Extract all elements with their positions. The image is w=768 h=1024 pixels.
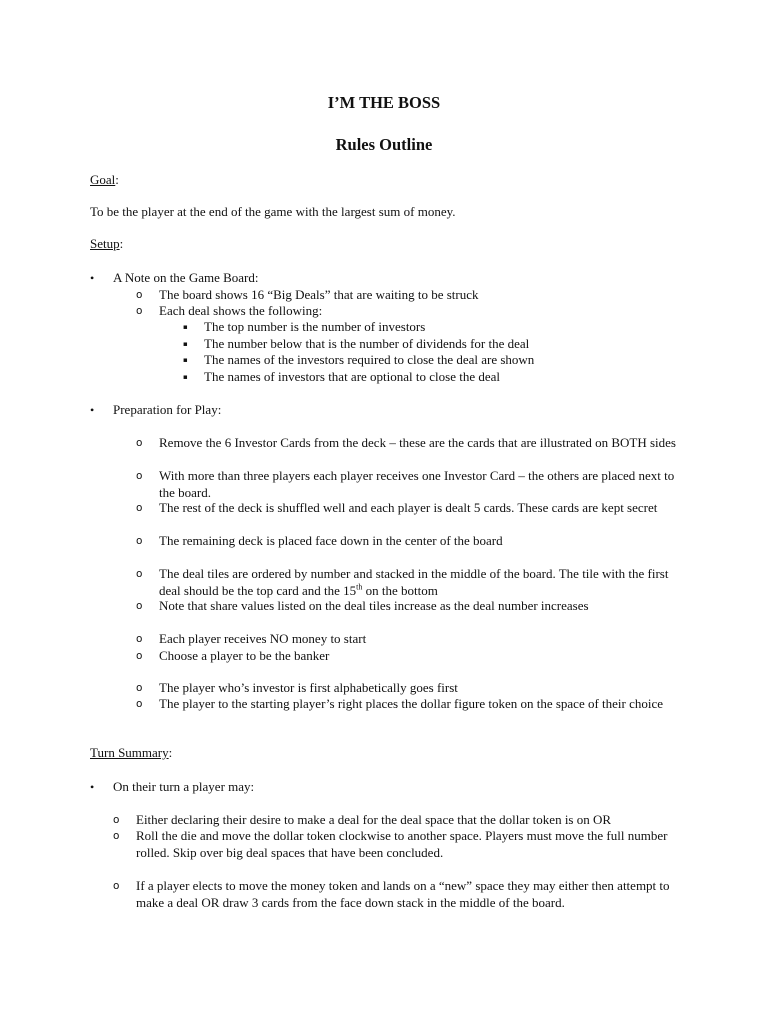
bullet-icon: • <box>90 780 95 794</box>
circle-bullet-icon: o <box>113 880 120 892</box>
square-bullet-icon: ▪ <box>183 323 188 331</box>
document-subtitle: Rules Outline <box>335 135 433 154</box>
superscript-th: th <box>356 582 363 592</box>
goal-heading <box>90 172 688 189</box>
setup-heading-colon: : <box>119 236 124 251</box>
list-item <box>159 566 688 599</box>
bullet-icon: • <box>90 403 95 417</box>
bullet-icon: • <box>90 271 95 285</box>
circle-bullet-icon: o <box>136 535 143 547</box>
square-bullet-icon: ▪ <box>183 356 188 364</box>
list-item: The rest of the deck is shuffled well and each player is dealt 5 cards. These cards are kept secret <box>159 500 658 515</box>
preparation-label: Preparation for Play: <box>113 402 222 417</box>
list-item: Roll the die and move the dollar token clockwise to another space. Players must move the full number rolled. Skip over big deal spaces that have been concluded. <box>136 828 668 860</box>
list-item: The player who’s investor is first alphabetically goes first <box>159 680 458 695</box>
circle-bullet-icon: o <box>136 470 143 482</box>
square-bullet-icon: ▪ <box>183 340 188 348</box>
list-item: The names of investors that are optional to close the deal <box>204 369 501 384</box>
list-item: The player to the starting player’s right places the dollar figure token on the space of their choice <box>159 696 664 711</box>
list-item: Note that share values listed on the deal tiles increase as the deal number increases <box>159 598 589 613</box>
list-item: Each deal shows the following: <box>159 303 323 318</box>
deal-tiles-tail: on the bottom <box>362 582 438 598</box>
goal-text: To be the player at the end of the game with the largest sum of money. <box>90 204 456 219</box>
circle-bullet-icon: o <box>136 568 143 580</box>
list-item: The number below that is the number of dividends for the deal <box>204 336 530 351</box>
list-item: The top number is the number of investors <box>204 319 426 334</box>
list-item: Either declaring their desire to make a deal for the deal space that the dollar token is on OR <box>136 812 612 827</box>
circle-bullet-icon: o <box>113 830 120 842</box>
setup-heading-label: Setup <box>90 236 120 251</box>
list-item: Choose a player to be the banker <box>159 648 330 663</box>
game-board-label: A Note on the Game Board: <box>113 270 259 285</box>
list-item: If a player elects to move the money token and lands on a “new” space they may either then attempt to make a deal OR draw 3 cards from the face down stack in the middle of the board. <box>136 878 670 910</box>
square-bullet-icon: ▪ <box>183 373 188 381</box>
list-item: The board shows 16 “Big Deals” that are waiting to be struck <box>159 287 479 302</box>
circle-bullet-icon: o <box>113 814 120 826</box>
deal-tiles-text: The deal tiles are ordered by number and stacked in the middle of the board. The tile with the first deal should be the top card and the 15 <box>159 566 669 598</box>
circle-bullet-icon: o <box>136 289 143 301</box>
circle-bullet-icon: o <box>136 682 143 694</box>
list-item: Remove the 6 Investor Cards from the deck – these are the cards that are illustrated on BOTH sides <box>159 435 676 450</box>
turn-summary-heading-label: Turn Summary <box>90 745 169 760</box>
list-item: The names of the investors required to close the deal are shown <box>204 352 535 367</box>
circle-bullet-icon: o <box>136 633 143 645</box>
circle-bullet-icon: o <box>136 698 143 710</box>
circle-bullet-icon: o <box>136 600 143 612</box>
goal-heading-colon: : <box>115 172 119 187</box>
turn-summary-heading-colon: : <box>168 745 173 760</box>
circle-bullet-icon: o <box>136 502 143 514</box>
circle-bullet-icon: o <box>136 650 143 662</box>
setup-heading <box>90 236 688 253</box>
turn-summary-heading <box>90 745 688 762</box>
list-item: With more than three players each player receives one Investor Card – the others are placed next to the board. <box>159 468 675 500</box>
circle-bullet-icon: o <box>136 437 143 449</box>
document-title: I’M THE BOSS <box>327 93 441 112</box>
list-item: Each player receives NO money to start <box>159 631 367 646</box>
circle-bullet-icon: o <box>136 305 143 317</box>
list-item: The remaining deck is placed face down in the center of the board <box>159 533 503 548</box>
turn-label: On their turn a player may: <box>113 779 255 794</box>
goal-heading-label: Goal <box>90 172 116 187</box>
